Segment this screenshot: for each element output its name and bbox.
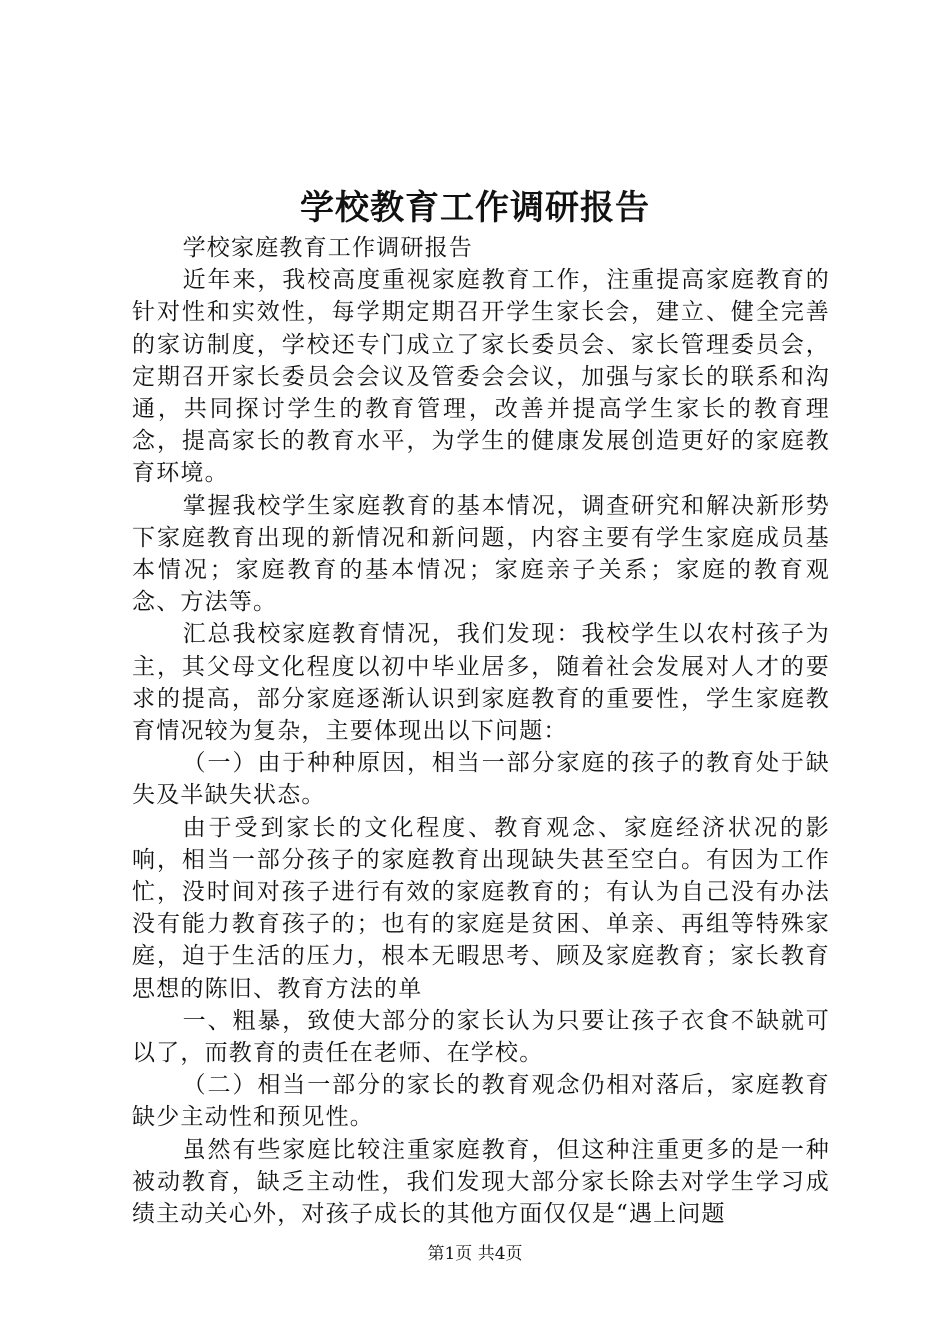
document-body [132, 232, 830, 1230]
page-number-footer: 第1页 共4页 [427, 1244, 523, 1264]
document-title: 学校教育工作调研报告 [300, 188, 650, 228]
paragraph: 一、粗暴，致使大部分的家长认为只要让孩子衣食不缺就可以了，而教育的责任在老师、在学校。 [132, 1007, 830, 1067]
paragraph: 掌握我校学生家庭教育的基本情况，调查研究和解决新形势下家庭教育出现的新情况和新问题，内容主要有学生家庭成员基本情况；家庭教育的基本情况；家庭亲子关系；家庭的教育观念、方法等。 [132, 492, 830, 616]
paragraph: 近年来，我校高度重视家庭教育工作，注重提高家庭教育的针对性和实效性，每学期定期召开学生家长会，建立、健全完善的家访制度，学校还专门成立了家长委员会、家长管理委员会，定期召开家长委员会会议及管委会会议，加强与家长的联系和沟通，共同探讨学生的教育管理，改善并提高学生家长的教育理念，提高家长的教育水平，为学生的健康发展创造更好的家庭教育环境。 [132, 267, 830, 487]
paragraph-heading: （二）相当一部分的家长的教育观念仍相对落后，家庭教育缺少主动性和预见性。 [132, 1072, 830, 1131]
paragraph: 由于受到家长的文化程度、教育观念、家庭经济状况的影响，相当一部分孩子的家庭教育出现缺失甚至空白。有因为工作忙，没时间对孩子进行有效的家庭教育的；有认为自己没有办法没有能力教育孩子的；也有的家庭是贫困、单亲、再组等特殊家庭，迫于生活的压力，根本无暇思考、顾及家庭教育；家长教育思想的陈旧、教育方法的单 [132, 814, 830, 1002]
paragraph-heading: （一）由于种种原因，相当一部分家庭的孩子的教育处于缺失及半缺失状态。 [132, 750, 830, 809]
paragraph: 汇总我校家庭教育情况，我们发现：我校学生以农村孩子为主，其父母文化程度以初中毕业居多，随着社会发展对人才的要求的提高，部分家庭逐渐认识到家庭教育的重要性，学生家庭教育情况较为复杂，主要体现出以下问题： [132, 621, 830, 745]
paragraph: 虽然有些家庭比较注重家庭教育，但这种注重更多的是一种被动教育，缺乏主动性，我们发现大部分家长除去对学生学习成绩主动关心外，对孩子成长的其他方面仅仅是“遇上问题 [132, 1136, 830, 1228]
paragraph-subtitle: 学校家庭教育工作调研报告 [182, 235, 473, 261]
